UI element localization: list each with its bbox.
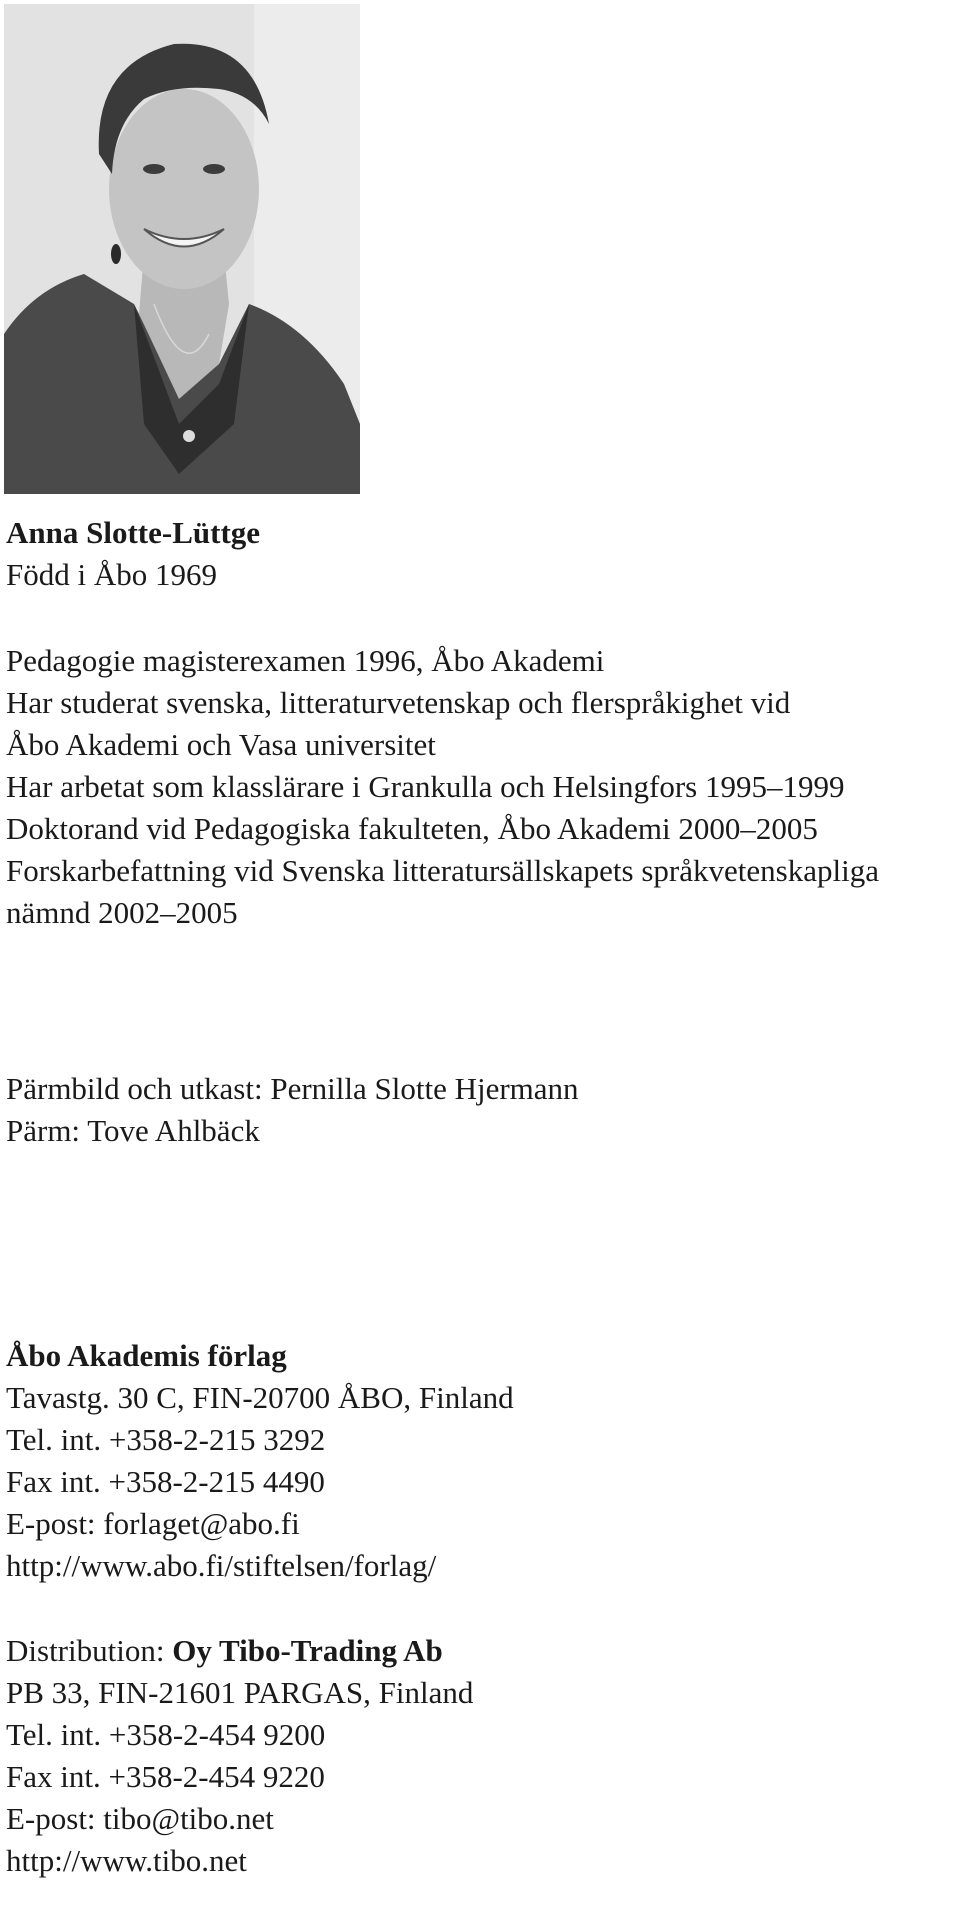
distributor-phone: Tel. int. +358-2-454 9200 <box>6 1717 326 1752</box>
distribution-heading <box>6 1630 473 1672</box>
publisher-name: Åbo Akademis förlag <box>6 1338 287 1373</box>
bio-line: Doktorand vid Pedagogiska fakulteten, Åbo Akademi 2000–2005 <box>6 811 818 846</box>
publisher-fax: Fax int. +358-2-215 4490 <box>6 1464 325 1499</box>
distributor-email: E-post: tibo@tibo.net <box>6 1801 274 1836</box>
author-name: Anna Slotte-Lüttge <box>6 515 261 550</box>
publisher-website: http://www.abo.fi/stiftelsen/forlag/ <box>6 1548 437 1583</box>
distributor-address: PB 33, FIN-21601 PARGAS, Finland <box>6 1675 474 1710</box>
publisher-email: E-post: forlaget@abo.fi <box>6 1506 300 1541</box>
publisher-info <box>6 1335 514 1587</box>
cover-design-credit: Pärm: Tove Ahlbäck <box>6 1113 260 1148</box>
distribution-label: Distribution: <box>6 1633 173 1668</box>
publisher-phone: Tel. int. +358-2-215 3292 <box>6 1422 326 1457</box>
cover-image-credit: Pärmbild och utkast: Pernilla Slotte Hjermann <box>6 1071 579 1106</box>
distribution-info <box>6 1630 473 1882</box>
cover-credits <box>6 1068 579 1152</box>
bio-line: Pedagogie magisterexamen 1996, Åbo Akademi <box>6 643 605 678</box>
bio-line: nämnd 2002–2005 <box>6 895 238 930</box>
author-bio <box>6 640 879 934</box>
publisher-address: Tavastg. 30 C, FIN-20700 ÅBO, Finland <box>6 1380 514 1415</box>
bio-line: Har studerat svenska, litteraturvetenskap och flerspråkighet vid <box>6 685 791 720</box>
distributor-fax: Fax int. +358-2-454 9220 <box>6 1759 325 1794</box>
author-photo <box>4 4 360 494</box>
bio-line: Har arbetat som klasslärare i Grankulla och Helsingfors 1995–1999 <box>6 769 845 804</box>
bio-line: Åbo Akademi och Vasa universitet <box>6 727 436 762</box>
distributor-name: Oy Tibo-Trading Ab <box>172 1633 443 1668</box>
distributor-website: http://www.tibo.net <box>6 1843 247 1878</box>
author-section <box>6 512 260 596</box>
bio-line: Forskarbefattning vid Svenska litteratursällskapets språkvetenskapliga <box>6 853 879 888</box>
author-birth: Född i Åbo 1969 <box>6 557 217 592</box>
